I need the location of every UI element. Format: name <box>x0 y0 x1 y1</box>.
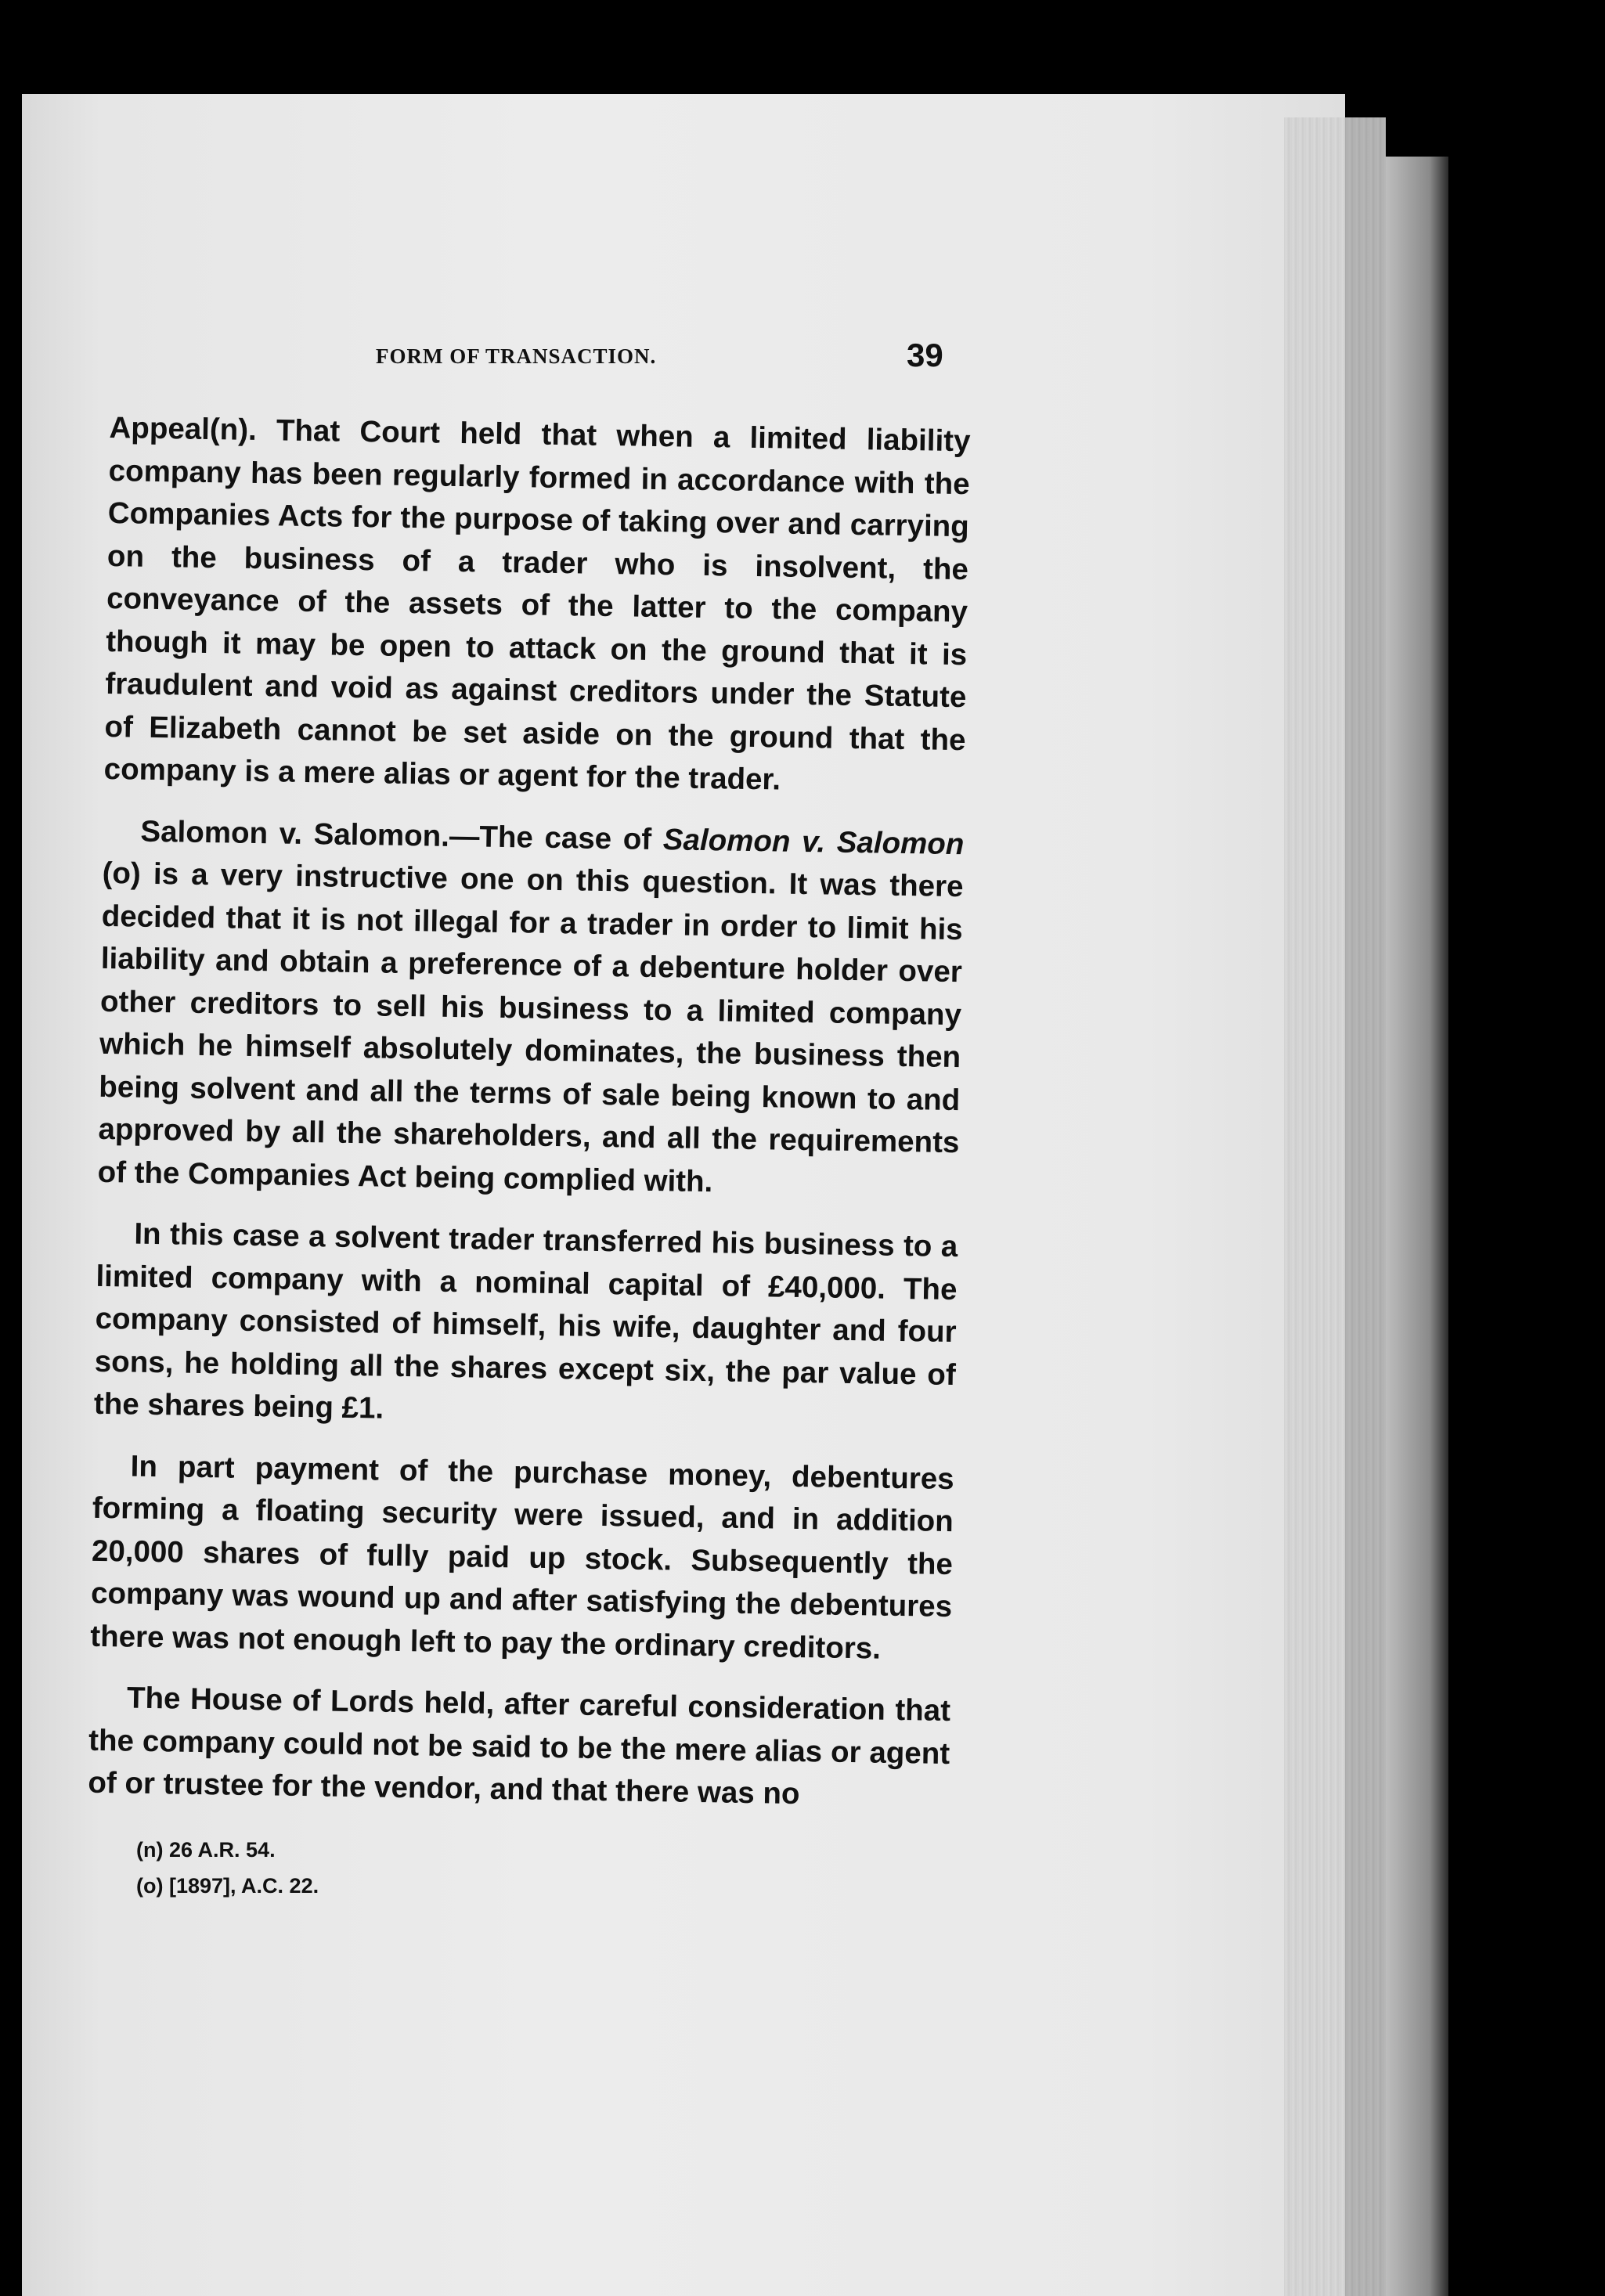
footnotes <box>136 1832 319 1904</box>
running-head: FORM OF TRANSACTION. <box>376 344 657 368</box>
footnote-text: 26 A.R. 54. <box>169 1838 276 1862</box>
case-name: Salomon v. Salomon <box>662 822 965 861</box>
footnote-mark: (n) <box>136 1838 164 1862</box>
paragraph-text: (o) is a very instructive one on this question. It was there decided that it is not illegal for a trader in order to limit his liability and obtain a preference of a debenture holder over other creditors to sell his business to a limited company which he himself absolutely dominates, the business then being solvent and all the terms of sale being known to and approved by all the shareholders, and all the requirements of the Companies Act being complied with. <box>97 856 964 1198</box>
paragraph: In part payment of the purchase money, debentures forming a floating security were issued, and in addition 20,000 shares of fully paid up stock. Subsequently the company was wound up and after satisfying the debentures there was not enough left to pay the ordinary creditors. <box>90 1449 954 1666</box>
footnote-mark: (o) <box>136 1874 164 1898</box>
page-stack-edge <box>1386 157 1448 2296</box>
footnote <box>136 1868 319 1904</box>
paragraph: In this case a solvent trader transferred his business to a limited company with a nominal capital of £40,000. The company consisted of himself, his wife, daughter and four sons, he holding all the shares except six, the par value of the shares being £1. <box>93 1216 958 1426</box>
paragraph <box>97 809 965 1207</box>
footnote-text: [1897], A.C. 22. <box>169 1874 319 1898</box>
paragraph-text: —The case of <box>449 819 664 856</box>
paragraph-lead-heading: Salomon v. Salomon. <box>140 814 450 853</box>
page-number: 39 <box>907 337 943 373</box>
paragraph: Appeal(n). That Court held that when a limited liability company has been regularly formed in accordance with the Companies Acts for the purpose of taking over and carrying on the business of a trader who is insolvent, the conveyance of the assets of the latter to the company though it may be open to attack on the ground that it is fraudulent and void as against creditors under the Statute of Elizabeth cannot be set aside on the ground that the company is a mere alias or agent for the trader. <box>103 410 971 797</box>
body-text <box>88 407 971 1837</box>
paragraph: The House of Lords held, after careful consideration that the company could not be said to be the mere alias or agent of or trustee for the vendor, and that there was no <box>88 1681 951 1811</box>
page-edge-shadow <box>1284 117 1386 2296</box>
footnote <box>136 1832 319 1868</box>
